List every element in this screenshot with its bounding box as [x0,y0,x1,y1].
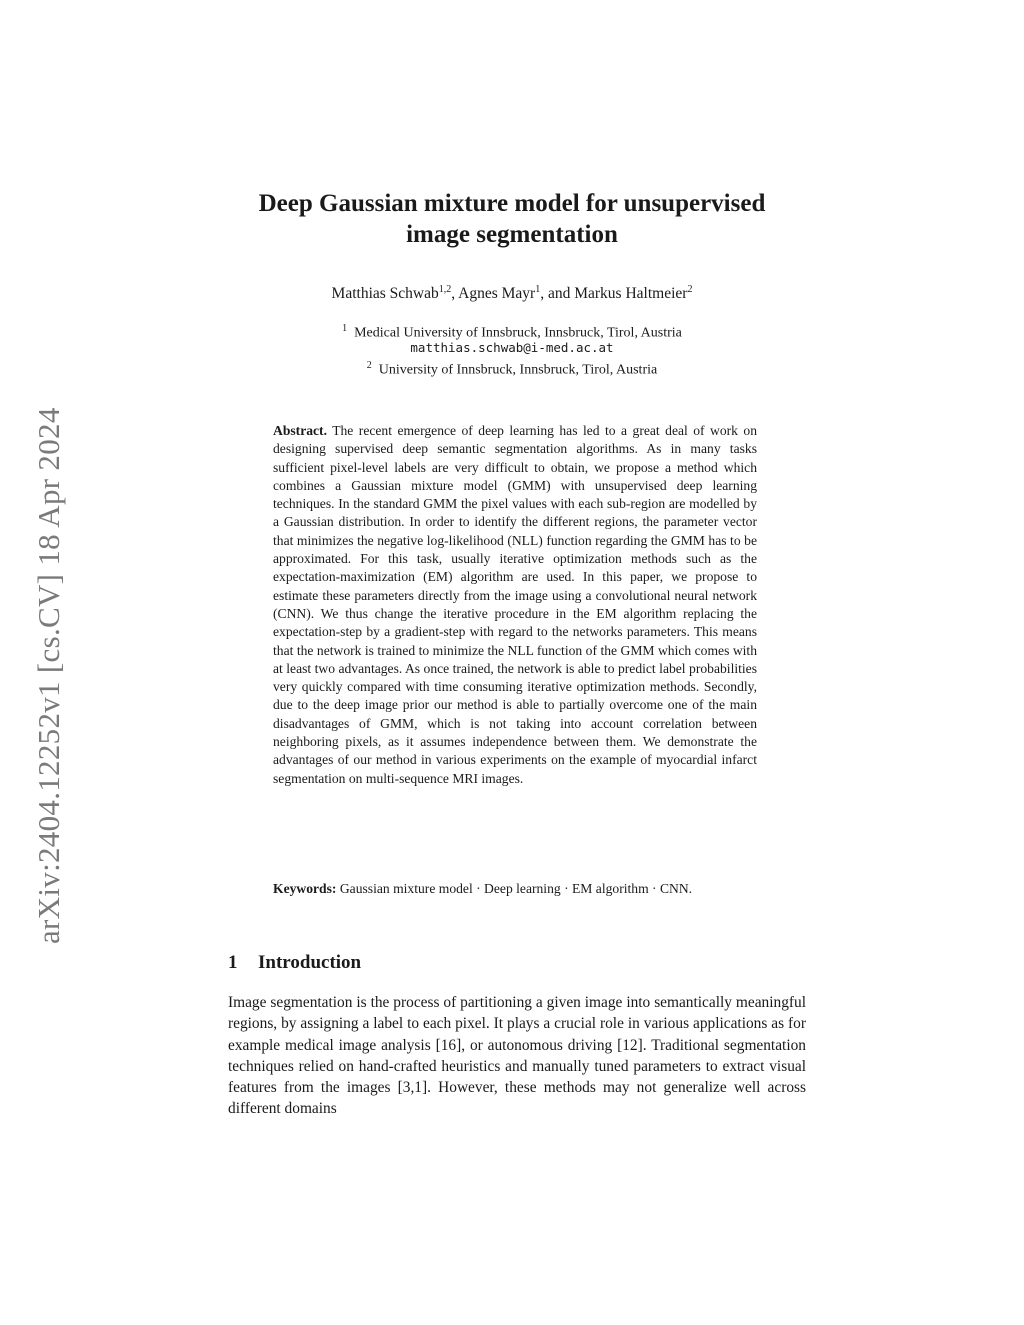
arxiv-identifier: arXiv:2404.12252v1 [cs.CV] 18 Apr 2024 [31,407,66,944]
author-list [0,284,1024,303]
paper-title [0,188,1024,250]
section-heading-introduction [228,950,361,976]
abstract-label: Abstract. [273,423,327,438]
paper-title-line-1: Deep Gaussian mixture model for unsupervised [258,190,766,217]
author-name: Matthias Schwab [331,285,439,303]
author-email[interactable]: matthias.schwab@i-med.ac.at [410,340,614,355]
keywords [273,880,757,898]
affiliation-text: Medical University of Innsbruck, Innsbruck, Tirol, Austria [354,325,682,341]
abstract [273,422,757,788]
affiliation-text: University of Innsbruck, Innsbruck, Tirol, Austria [378,362,658,378]
author-affiliation-mark: 2 [687,284,693,295]
affiliation-mark: 1 [342,323,348,334]
author-separator: , [451,285,459,303]
author-separator: , and [540,285,575,303]
section-title: Introduction [258,952,362,973]
affiliation-mark: 2 [366,360,372,371]
author-affiliation-mark: 1 [535,284,541,295]
keywords-label: Keywords: [273,881,337,896]
author-affiliation-mark: 1,2 [438,284,452,295]
author-name: Agnes Mayr [458,285,536,303]
section-number: 1 [228,952,238,973]
abstract-text: The recent emergence of deep learning has led to a great deal of work on designing supervised deep semantic segmentation algorithms. As in many tasks sufficient pixel-level labels are very difficult to obtain, we propose a method which combines a Gaussian mixture model (GMM) with unsupervised deep learning techniques. In the standard GMM the pixel values with each sub-region are modelled by a Gaussian distribution. In order to identify the different regions, the parameter vector that minimizes the negative log-likelihood (NLL) function regarding the GMM has to be approximated. For this task, usually iterative optimization methods such as the expectation-maximization (EM) algorithm are used. In this paper, we propose to estimate these parameters directly from the image using a convolutional neural network (CNN). We thus change the iterative procedure in the EM algorithm replacing the expectation-step by a gradient-step with regard to the networks parameters. This means that the network is trained to minimize the NLL function of the GMM which comes with at least two advantages. As once trained, the network is able to predict label probabilities very quickly compared with time consuming iterative optimization methods. Secondly, due to the deep image prior our method is able to partially overcome one of the main disadvantages of GMM, which is not taking into account correlation between neighboring pixels, as it assumes independence between them. We demonstrate the advantages of our method in various experiments on the example of myocardial infarct segmentation on multi-sequence MRI images. [273,423,757,786]
paper-title-line-2: image segmentation [406,221,618,248]
author-name: Markus Haltmeier [574,285,688,303]
keywords-text: Gaussian mixture model · Deep learning · EM algorithm · CNN. [339,881,693,896]
affiliation-2 [0,356,1024,380]
introduction-paragraph: Image segmentation is the process of partitioning a given image into semantically meaningful regions, by assigning a label to each pixel. It plays a crucial role in various applications as for example medical image analysis [16], or autonomous driving [12]. Traditional segmentation techniques relied on hand-crafted heuristics and manually tuned parameters to extract visual features from the images [3,1]. However, these methods may not generalize well across different domains [228,994,806,1118]
